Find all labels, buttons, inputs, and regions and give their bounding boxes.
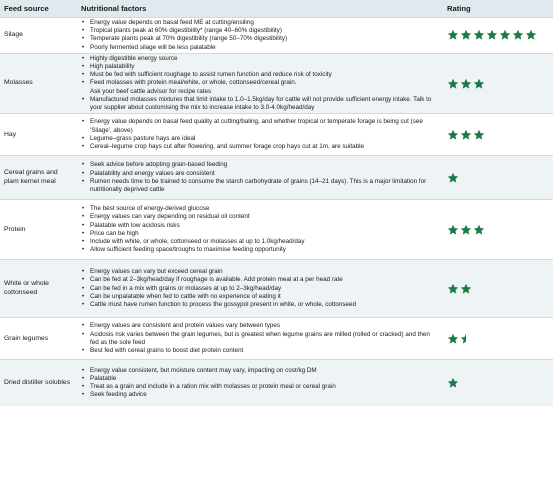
factor-list bbox=[81, 322, 439, 355]
rating-cell bbox=[443, 318, 553, 360]
star-icon bbox=[486, 29, 498, 41]
table-row bbox=[0, 53, 553, 113]
rating-cell bbox=[443, 260, 553, 318]
factor-item: • Energy value consistent, but moisture content may vary, impacting on cost/kg DM bbox=[81, 367, 439, 375]
table-row bbox=[0, 114, 553, 156]
star-rating bbox=[447, 224, 549, 236]
factor-item: Ask your beef cattle advisor for recipe rates bbox=[90, 87, 212, 95]
star-icon bbox=[525, 29, 537, 41]
star-icon bbox=[447, 283, 459, 295]
factor-item: • Energy values can vary depending on residual oil content bbox=[81, 213, 439, 221]
header-feed-source: Feed source bbox=[0, 0, 77, 18]
factor-item: • Can be fed in a mix with grains or molasses at up to 2–3kg/head/day bbox=[81, 285, 439, 293]
nutritional-factors-cell bbox=[77, 114, 443, 156]
rating-cell bbox=[443, 114, 553, 156]
feed-source-name: Molasses bbox=[0, 53, 77, 113]
factor-list bbox=[81, 205, 439, 254]
factor-list bbox=[81, 268, 439, 309]
factor-list bbox=[81, 118, 439, 151]
table-row bbox=[0, 200, 553, 260]
factor-item: • Seek feeding advice bbox=[81, 391, 439, 399]
feed-source-name: Protein bbox=[0, 200, 77, 260]
star-icon bbox=[473, 224, 485, 236]
star-icon bbox=[447, 333, 459, 345]
factor-item: • Best fed with cereal grains to boost diet protein content bbox=[81, 347, 439, 355]
star-rating bbox=[447, 333, 549, 345]
star-rating bbox=[447, 283, 549, 295]
rating-cell bbox=[443, 18, 553, 54]
factor-item: • Highly digestible energy source bbox=[81, 55, 439, 63]
star-icon bbox=[447, 377, 459, 389]
star-icon bbox=[473, 78, 485, 90]
star-rating bbox=[447, 377, 549, 389]
factor-item: • Cattle must have rumen function to process the gossypol present in white, or whole, cottonseed bbox=[81, 301, 439, 309]
feed-source-name: Dried distiller solubles bbox=[0, 360, 77, 406]
table-row bbox=[0, 360, 553, 406]
factor-item: • Treat as a grain and include in a ration mix with molasses or protein meal or cereal grain bbox=[81, 383, 439, 391]
table-row bbox=[0, 318, 553, 360]
factor-item: • Energy values are consistent and protein values vary between types bbox=[81, 322, 439, 330]
factor-item: • High palatability bbox=[81, 63, 439, 71]
star-icon bbox=[473, 129, 485, 141]
nutritional-factors-cell bbox=[77, 318, 443, 360]
star-icon bbox=[447, 172, 459, 184]
nutritional-factors-cell bbox=[77, 18, 443, 54]
star-icon bbox=[447, 129, 459, 141]
factor-list bbox=[81, 367, 439, 400]
factor-item: • Palatable bbox=[81, 375, 439, 383]
factor-item: • Include with white, or whole, cottonseed or molasses at up to 1.0kg/head/day bbox=[81, 238, 439, 246]
factor-item: • Acidosis risk varies between the grain legumes, but is greatest when legume grains are milled (rolled or cracked) and then fed as the sole feed bbox=[81, 331, 439, 347]
header-nutritional-factors: Nutritional factors bbox=[77, 0, 443, 18]
factor-item: • Energy value depends on basal feed ME at cutting/ensiling bbox=[81, 19, 439, 27]
factor-item: • Legume–grass pasture hays are ideal bbox=[81, 135, 439, 143]
factor-item: • Can be fed at 2–3kg/head/day if roughage is available. Add protein meal at a per head rate bbox=[81, 276, 439, 284]
nutritional-factors-cell bbox=[77, 156, 443, 200]
factor-item: • Palatable with low acidosis risks bbox=[81, 222, 439, 230]
star-rating bbox=[447, 78, 549, 90]
rating-cell bbox=[443, 200, 553, 260]
factor-item: • Energy values can vary but exceed cereal grain bbox=[81, 268, 439, 276]
nutritional-factors-cell bbox=[77, 53, 443, 113]
nutritional-factors-cell bbox=[77, 360, 443, 406]
factor-item: • Can be unpalatable when fed to cattle with no experience of eating it bbox=[81, 293, 439, 301]
star-icon bbox=[460, 29, 472, 41]
star-icon bbox=[447, 29, 459, 41]
feed-source-name: Cereal grains and plam kernel meal bbox=[0, 156, 77, 200]
factor-item: • Energy value depends on basal feed quality at cutting/baling, and whether tropical or temperate forage is being cut (see 'Silage', above) bbox=[81, 118, 439, 134]
star-icon bbox=[460, 224, 472, 236]
factor-list bbox=[81, 55, 439, 112]
factor-item: • Seek advice before adopting grain-based feeding bbox=[81, 161, 439, 169]
factor-item: • Cereal–legume crop hays cut after flowering, and summer forage crop hays cut at 1m, are suitable bbox=[81, 143, 439, 151]
factor-item: • Palatability and energy values are consistent bbox=[81, 170, 439, 178]
nutritional-factors-cell bbox=[77, 200, 443, 260]
feed-source-name: Silage bbox=[0, 18, 77, 54]
star-icon bbox=[460, 283, 472, 295]
rating-cell bbox=[443, 156, 553, 200]
table-row bbox=[0, 18, 553, 54]
star-icon bbox=[460, 129, 472, 141]
star-icon bbox=[499, 29, 511, 41]
nutritional-factors-cell bbox=[77, 260, 443, 318]
star-icon bbox=[460, 78, 472, 90]
factor-item: • Feed molasses with protein meal/white, or whole, cottonseed/cereal grain. bbox=[81, 79, 439, 87]
factor-list bbox=[81, 19, 439, 52]
table-row bbox=[0, 156, 553, 200]
half-star-icon bbox=[460, 333, 472, 345]
factor-item: • Temperate plants peak at 70% digestibility (range 50–70% digestibility) bbox=[81, 35, 439, 43]
factor-item: • The best source of energy-derived glucose bbox=[81, 205, 439, 213]
rating-cell bbox=[443, 53, 553, 113]
factor-item: • Manufactured molasses mixtures that limit intake to 1.0–1.5kg/day for cattle will not provide sufficient energy intake. Talk to your supplier about customising the mix to increase intake to 3.0-4.0kg/head/day bbox=[81, 96, 439, 112]
factor-item: • Allow sufficient feeding space/troughs to maximise feeding opportunity bbox=[81, 246, 439, 254]
factor-item: • Tropical plants peak at 60% digestibility* (range 40–60% digestibility) bbox=[81, 27, 439, 35]
feed-source-name: Grain legumes bbox=[0, 318, 77, 360]
star-rating bbox=[447, 129, 549, 141]
factor-item: • Rumen needs time to be trained to consume the starch carbohydrate of grains (14–21 days). This is a major limitation for nutritionally deprived cattle bbox=[81, 178, 439, 194]
factor-item: • Poorly fermented silage will be less palatable bbox=[81, 44, 439, 52]
rating-cell bbox=[443, 360, 553, 406]
table-header-row bbox=[0, 0, 553, 18]
star-rating bbox=[447, 172, 549, 184]
table-body bbox=[0, 18, 553, 406]
factor-list bbox=[81, 161, 439, 194]
header-rating: Rating bbox=[443, 0, 553, 18]
factor-item: • Must be fed with sufficient roughage to assist rumen function and reduce risk of toxicity bbox=[81, 71, 439, 79]
star-icon bbox=[473, 29, 485, 41]
star-rating bbox=[447, 29, 549, 41]
table-row bbox=[0, 260, 553, 318]
factor-item: • Price can be high bbox=[81, 230, 439, 238]
star-icon bbox=[447, 224, 459, 236]
star-icon bbox=[447, 78, 459, 90]
feed-source-name: Hay bbox=[0, 114, 77, 156]
feed-source-name: White or whole cottonseed bbox=[0, 260, 77, 318]
star-icon bbox=[512, 29, 524, 41]
